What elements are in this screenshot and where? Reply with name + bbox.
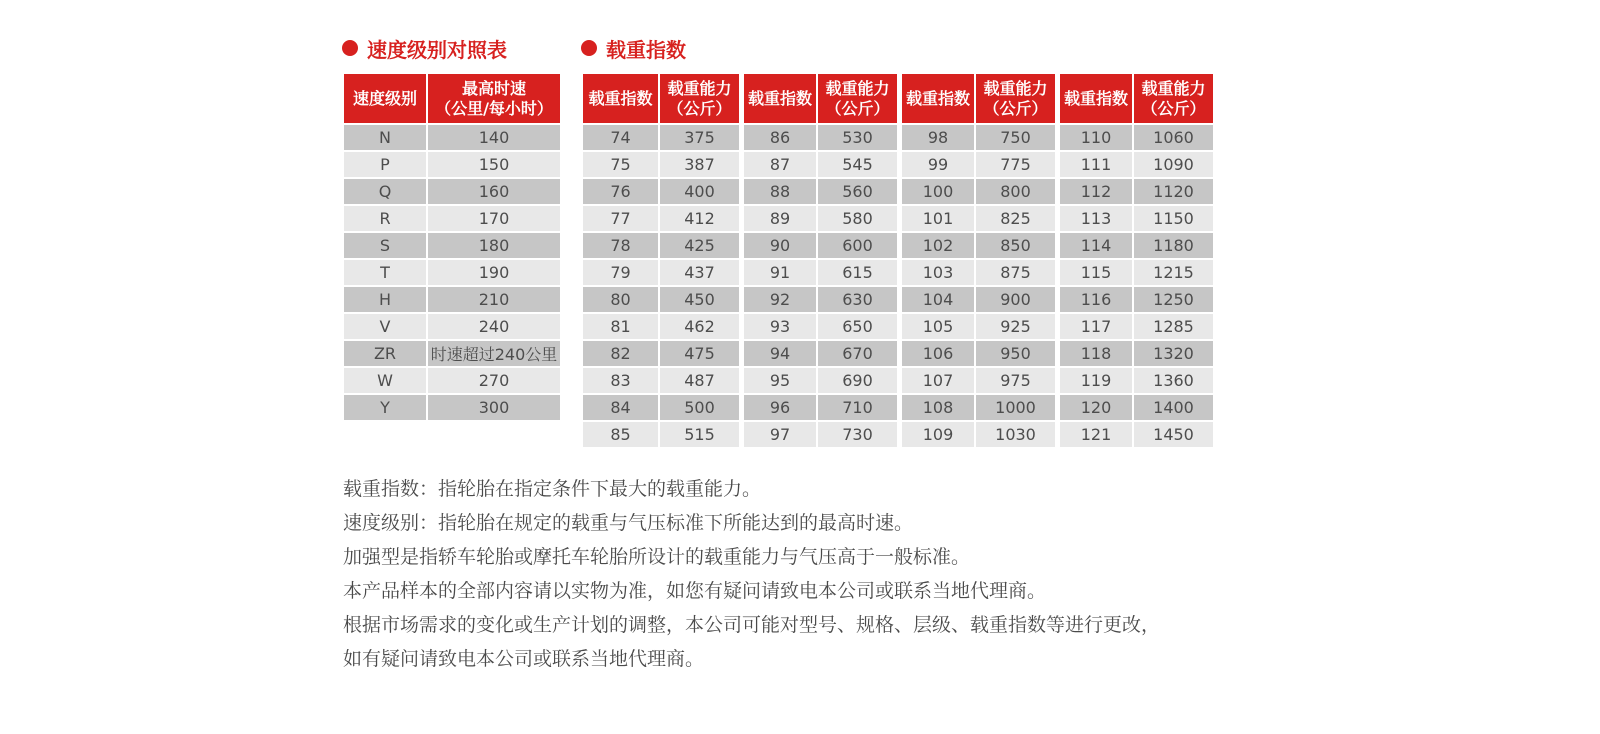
load-capacity-cell: 1030 <box>976 422 1055 447</box>
load-index-cell: 86 <box>741 125 816 150</box>
table-row <box>344 341 560 366</box>
table-row <box>583 395 1213 420</box>
red-dot-icon <box>342 40 358 56</box>
load-index-cell: 81 <box>583 314 658 339</box>
table-row <box>583 287 1213 312</box>
load-index-cell: 93 <box>741 314 816 339</box>
load-capacity-cell: 412 <box>660 206 739 231</box>
load-capacity-cell: 775 <box>976 152 1055 177</box>
load-index-cell: 105 <box>899 314 974 339</box>
load-capacity-cell: 500 <box>660 395 739 420</box>
speed-symbol-cell: P <box>344 152 426 177</box>
load-index-section <box>581 36 1215 449</box>
load-capacity-cell: 1285 <box>1134 314 1213 339</box>
load-capacity-column-header: 载重能力 （公斤） <box>1134 74 1213 123</box>
load-index-cell: 88 <box>741 179 816 204</box>
table-row <box>344 314 560 339</box>
load-capacity-cell: 1000 <box>976 395 1055 420</box>
load-index-cell: 109 <box>899 422 974 447</box>
load-index-cell: 110 <box>1057 125 1132 150</box>
table-row <box>344 152 560 177</box>
load-index-cell: 74 <box>583 125 658 150</box>
speed-symbol-cell: Q <box>344 179 426 204</box>
load-capacity-cell: 600 <box>818 233 897 258</box>
max-speed-cell: 时速超过240公里 <box>428 341 560 366</box>
load-capacity-cell: 650 <box>818 314 897 339</box>
max-speed-header-line2: （公里/每小时） <box>435 98 553 118</box>
load-capacity-cell: 1250 <box>1134 287 1213 312</box>
speed-table-body <box>344 125 560 420</box>
load-index-cell: 96 <box>741 395 816 420</box>
load-section-title <box>581 36 1215 60</box>
max-speed-cell: 160 <box>428 179 560 204</box>
load-table-body <box>583 125 1213 447</box>
table-row <box>583 206 1213 231</box>
table-row <box>583 179 1213 204</box>
table-row <box>344 179 560 204</box>
load-capacity-column-header: 载重能力 （公斤） <box>818 74 897 123</box>
load-capacity-cell: 475 <box>660 341 739 366</box>
load-index-column-header: 载重指数 <box>1057 74 1132 123</box>
load-capacity-cell: 925 <box>976 314 1055 339</box>
load-index-cell: 90 <box>741 233 816 258</box>
load-index-cell: 80 <box>583 287 658 312</box>
load-index-cell: 98 <box>899 125 974 150</box>
red-dot-icon <box>581 40 597 56</box>
load-index-cell: 76 <box>583 179 658 204</box>
load-index-cell: 116 <box>1057 287 1132 312</box>
load-capacity-cell: 1450 <box>1134 422 1213 447</box>
load-capacity-cell: 560 <box>818 179 897 204</box>
max-speed-cell: 190 <box>428 260 560 285</box>
load-index-cell: 77 <box>583 206 658 231</box>
table-row <box>344 125 560 150</box>
load-section-title-text: 载重指数 <box>606 37 686 62</box>
table-row <box>344 395 560 420</box>
max-speed-cell: 140 <box>428 125 560 150</box>
load-index-cell: 92 <box>741 287 816 312</box>
load-capacity-cell: 690 <box>818 368 897 393</box>
load-index-cell: 97 <box>741 422 816 447</box>
table-row <box>344 206 560 231</box>
table-row <box>344 233 560 258</box>
speed-symbol-cell: Y <box>344 395 426 420</box>
load-capacity-cell: 710 <box>818 395 897 420</box>
load-capacity-cell: 1150 <box>1134 206 1213 231</box>
table-row <box>583 314 1213 339</box>
load-capacity-cell: 950 <box>976 341 1055 366</box>
load-capacity-cell: 1090 <box>1134 152 1213 177</box>
load-capacity-cell: 1180 <box>1134 233 1213 258</box>
max-speed-cell: 300 <box>428 395 560 420</box>
load-capacity-cell: 800 <box>976 179 1055 204</box>
table-row <box>344 287 560 312</box>
load-index-cell: 79 <box>583 260 658 285</box>
load-index-column-header: 载重指数 <box>583 74 658 123</box>
max-speed-cell: 240 <box>428 314 560 339</box>
max-speed-column-header <box>428 74 560 123</box>
table-row <box>583 125 1213 150</box>
load-index-cell: 107 <box>899 368 974 393</box>
max-speed-cell: 170 <box>428 206 560 231</box>
load-index-cell: 114 <box>1057 233 1132 258</box>
load-index-cell: 91 <box>741 260 816 285</box>
max-speed-cell: 270 <box>428 368 560 393</box>
load-index-column-header: 载重指数 <box>741 74 816 123</box>
load-index-cell: 111 <box>1057 152 1132 177</box>
load-index-cell: 119 <box>1057 368 1132 393</box>
load-capacity-cell: 450 <box>660 287 739 312</box>
load-capacity-cell: 730 <box>818 422 897 447</box>
speed-symbol-column-header: 速度级别 <box>344 74 426 123</box>
load-capacity-cell: 750 <box>976 125 1055 150</box>
speed-symbol-cell: N <box>344 125 426 150</box>
table-row <box>344 368 560 393</box>
speed-symbol-cell: H <box>344 287 426 312</box>
note-line: 本产品样本的全部内容请以实物为准，如您有疑问请致电本公司或联系当地代理商。 <box>343 580 1047 602</box>
speed-rating-section <box>342 36 562 422</box>
load-index-cell: 89 <box>741 206 816 231</box>
load-capacity-cell: 387 <box>660 152 739 177</box>
max-speed-cell: 150 <box>428 152 560 177</box>
note-line: 加强型是指轿车轮胎或摩托车轮胎所设计的载重能力与气压高于一般标准。 <box>343 546 971 568</box>
load-index-cell: 120 <box>1057 395 1132 420</box>
note-line: 如有疑问请致电本公司或联系当地代理商。 <box>343 648 705 670</box>
load-capacity-cell: 670 <box>818 341 897 366</box>
notes-block <box>343 472 1160 676</box>
load-capacity-cell: 975 <box>976 368 1055 393</box>
load-index-cell: 84 <box>583 395 658 420</box>
speed-symbol-cell: S <box>344 233 426 258</box>
table-row <box>583 368 1213 393</box>
load-index-cell: 102 <box>899 233 974 258</box>
load-index-cell: 103 <box>899 260 974 285</box>
speed-rating-table <box>342 72 562 422</box>
note-line: 载重指数：指轮胎在指定条件下最大的载重能力。 <box>343 478 762 500</box>
table-row <box>583 422 1213 447</box>
load-index-cell: 106 <box>899 341 974 366</box>
load-index-table <box>581 72 1215 449</box>
load-index-cell: 82 <box>583 341 658 366</box>
load-capacity-cell: 1120 <box>1134 179 1213 204</box>
load-capacity-column-header: 载重能力 （公斤） <box>976 74 1055 123</box>
load-index-cell: 104 <box>899 287 974 312</box>
load-capacity-column-header: 载重能力 （公斤） <box>660 74 739 123</box>
load-index-column-header: 载重指数 <box>899 74 974 123</box>
table-row <box>583 341 1213 366</box>
load-capacity-cell: 462 <box>660 314 739 339</box>
load-capacity-cell: 1320 <box>1134 341 1213 366</box>
table-row <box>583 260 1213 285</box>
load-capacity-cell: 530 <box>818 125 897 150</box>
load-capacity-cell: 1400 <box>1134 395 1213 420</box>
load-capacity-cell: 850 <box>976 233 1055 258</box>
load-index-cell: 117 <box>1057 314 1132 339</box>
table-row <box>583 152 1213 177</box>
speed-symbol-cell: T <box>344 260 426 285</box>
load-index-cell: 118 <box>1057 341 1132 366</box>
load-capacity-cell: 487 <box>660 368 739 393</box>
load-index-cell: 113 <box>1057 206 1132 231</box>
load-index-cell: 83 <box>583 368 658 393</box>
load-index-cell: 100 <box>899 179 974 204</box>
load-capacity-cell: 875 <box>976 260 1055 285</box>
load-capacity-cell: 400 <box>660 179 739 204</box>
load-capacity-cell: 1360 <box>1134 368 1213 393</box>
load-capacity-cell: 900 <box>976 287 1055 312</box>
max-speed-cell: 210 <box>428 287 560 312</box>
load-index-cell: 87 <box>741 152 816 177</box>
load-index-cell: 115 <box>1057 260 1132 285</box>
load-index-cell: 85 <box>583 422 658 447</box>
speed-section-title-text: 速度级别对照表 <box>367 37 507 62</box>
max-speed-cell: 180 <box>428 233 560 258</box>
load-index-cell: 75 <box>583 152 658 177</box>
load-index-cell: 121 <box>1057 422 1132 447</box>
load-capacity-cell: 515 <box>660 422 739 447</box>
load-capacity-cell: 1215 <box>1134 260 1213 285</box>
speed-table-header-row <box>344 74 560 123</box>
load-capacity-cell: 825 <box>976 206 1055 231</box>
load-capacity-cell: 437 <box>660 260 739 285</box>
speed-symbol-cell: W <box>344 368 426 393</box>
table-row <box>344 260 560 285</box>
note-line: 速度级别：指轮胎在规定的载重与气压标准下所能达到的最高时速。 <box>343 512 914 534</box>
max-speed-header-line1: 最高时速 <box>461 78 526 98</box>
load-index-cell: 99 <box>899 152 974 177</box>
load-table-header-row <box>583 74 1213 123</box>
load-index-cell: 108 <box>899 395 974 420</box>
load-capacity-cell: 425 <box>660 233 739 258</box>
load-index-cell: 101 <box>899 206 974 231</box>
load-capacity-cell: 545 <box>818 152 897 177</box>
speed-section-title <box>342 36 562 60</box>
load-index-cell: 112 <box>1057 179 1132 204</box>
load-capacity-cell: 615 <box>818 260 897 285</box>
load-capacity-cell: 375 <box>660 125 739 150</box>
load-index-cell: 78 <box>583 233 658 258</box>
load-capacity-cell: 1060 <box>1134 125 1213 150</box>
load-index-cell: 95 <box>741 368 816 393</box>
load-capacity-cell: 630 <box>818 287 897 312</box>
load-index-cell: 94 <box>741 341 816 366</box>
speed-symbol-cell: ZR <box>344 341 426 366</box>
note-line: 根据市场需求的变化或生产计划的调整，本公司可能对型号、规格、层级、载重指数等进行更改， <box>343 614 1161 636</box>
speed-symbol-cell: R <box>344 206 426 231</box>
table-row <box>583 233 1213 258</box>
load-capacity-cell: 580 <box>818 206 897 231</box>
speed-symbol-cell: V <box>344 314 426 339</box>
